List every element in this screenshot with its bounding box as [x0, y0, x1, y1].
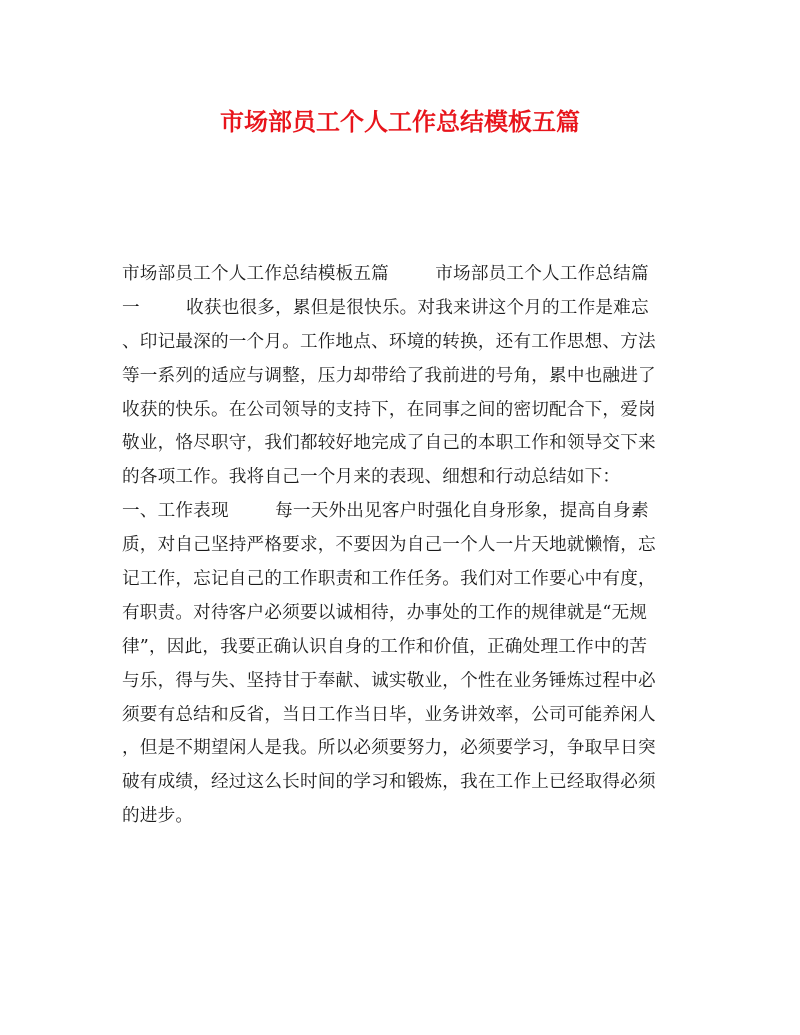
- body-line: 律”，因此，我要正确认识自身的工作和价值，正确处理工作中的苦: [122, 636, 648, 657]
- body-line: ，但是不期望闲人是我。所以必须要努力，必须要学习，争取早日突: [122, 738, 656, 759]
- body-line: 须要有总结和反省，当日工作当日毕，业务讲效率，公司可能养闲人: [122, 704, 656, 725]
- document-title: 市场部员工个人工作总结模板五篇: [220, 107, 580, 136]
- body-line: 质，对自己坚持严格要求，不要因为自己一个人一片天地就懒惰，忘: [122, 535, 656, 556]
- body-line: 有职责。对待客户必须要以诚相待，办事处的工作的规律就是“无规: [122, 602, 648, 623]
- body-line: 敬业，恪尽职守，我们都较好地完成了自己的本职工作和领导交下来: [122, 433, 656, 454]
- body-line: 、印记最深的一个月。工作地点、环境的转换，还有工作思想、方法: [122, 331, 656, 352]
- body-line: 一、工作表现 每一天外出见客户时强化自身形象，提高自身素: [122, 501, 649, 522]
- body-line: 等一系列的适应与调整，压力却带给了我前进的号角，累中也融进了: [122, 365, 656, 386]
- body-line: 的各项工作。我将自己一个月来的表现、细想和行动总结如下：: [122, 467, 621, 488]
- body-line: 市场部员工个人工作总结模板五篇 市场部员工个人工作总结篇: [122, 264, 649, 284]
- body-line: 收获的快乐。在公司领导的支持下，在同事之间的密切配合下，爱岗: [122, 399, 656, 420]
- body-line: 破有成绩，经过这么长时间的学习和锻炼，我在工作上已经取得必须: [122, 772, 656, 793]
- body-line: 记工作，忘记自己的工作职责和工作任务。我们对工作要心中有度，: [122, 569, 656, 590]
- body-line: 一 收获也很多，累但是很快乐。对我来讲这个月的工作是难忘: [122, 297, 649, 318]
- document-body: [122, 258, 678, 834]
- body-line: 的进步。: [122, 806, 194, 827]
- body-line: 与乐，得与失、坚持甘于奉献、诚实敬业，个性在业务锤炼过程中必: [122, 670, 656, 691]
